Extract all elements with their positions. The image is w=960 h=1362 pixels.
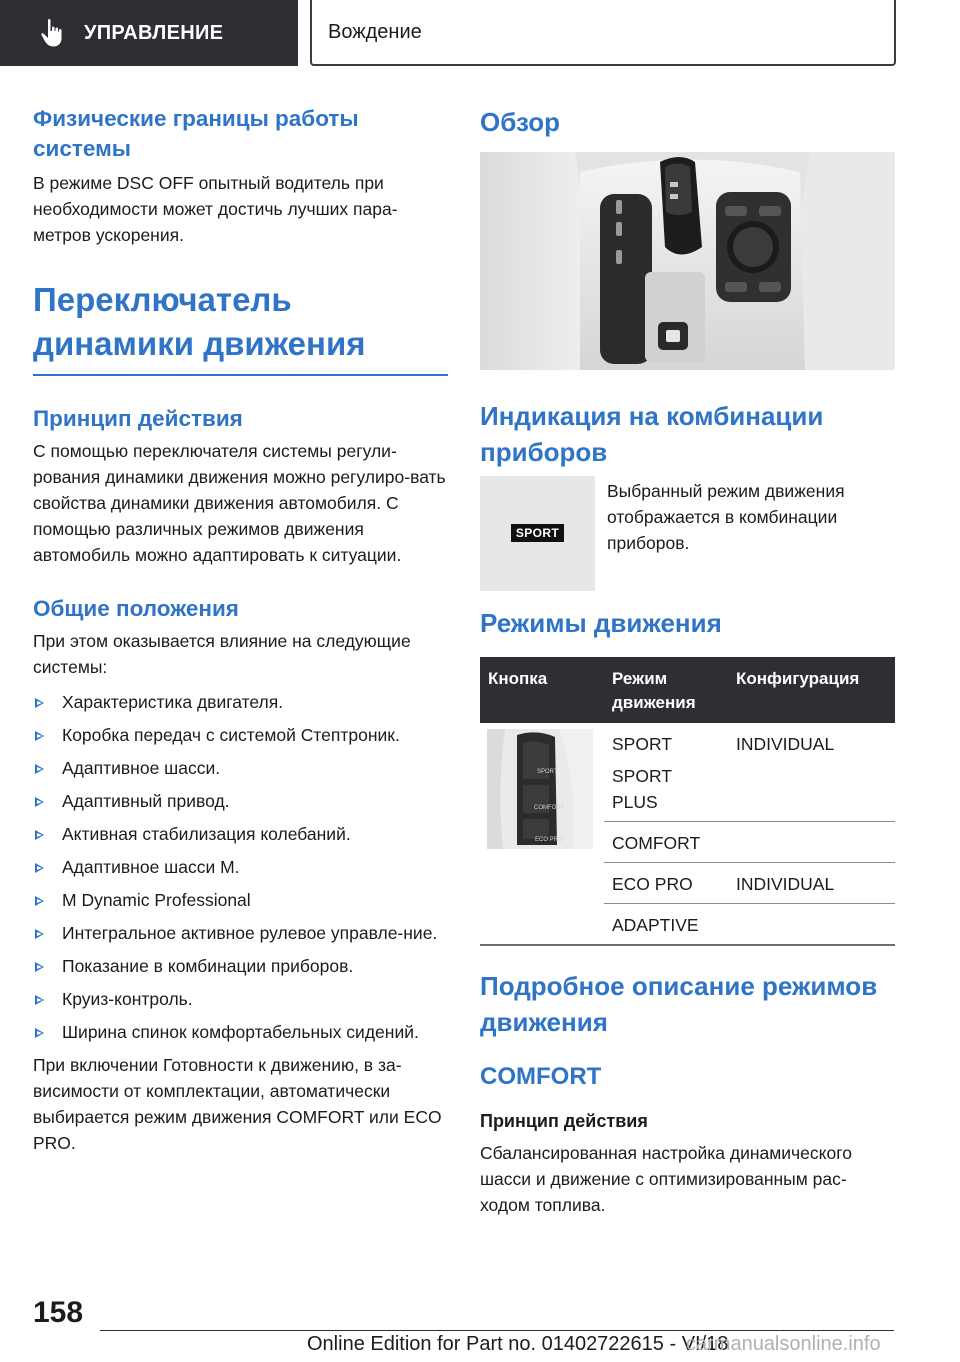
principle-heading: Принцип действия (33, 406, 243, 431)
config-cell (728, 822, 895, 863)
col-header-button: Кнопка (480, 657, 604, 723)
page-header (0, 0, 960, 66)
modes-heading: Режимы движения (480, 608, 722, 638)
cluster-display-image (480, 476, 595, 591)
config-cell (728, 904, 895, 946)
triangle-bullet-icon (35, 731, 44, 741)
overview-heading: Обзор (480, 107, 560, 137)
page-number: 158 (33, 1296, 84, 1329)
sport-mode-tag: SPORT (511, 524, 564, 542)
table-row (480, 723, 895, 822)
button-image-cell (480, 723, 604, 904)
principle-paragraph: С помощью переключателя системы регули-рования динамики движения можно регулиро-вать свойства динамики движения автомобиля. С помощью различных режимов движения автомобиль можно адаптировать к ситуации. (33, 441, 446, 565)
triangle-bullet-icon (35, 830, 44, 840)
closing-paragraph: При включении Готовности к движению, в за-висимости от комплектации, автоматически выбирается режим движения COMFORT или ECO PRO. (33, 1055, 442, 1153)
config-cell: INDIVIDUAL (728, 723, 895, 822)
edition-text: Online Edition for Part no. 01402722615 - VI/18 (307, 1333, 729, 1355)
limits-paragraph: В режиме DSC OFF опытный водитель при необходимости может достичь лучших пара-метров ускорения. (33, 173, 398, 245)
eco-pro-button-label[interactable]: ECO PRO (535, 837, 563, 843)
mode-cell (604, 723, 728, 822)
triangle-bullet-icon (35, 962, 44, 972)
indication-heading: Индикация на комбинации приборов (480, 401, 824, 467)
list-item: Показание в комбинации приборов. (33, 953, 448, 979)
indication-row (480, 476, 895, 591)
triangle-bullet-icon (35, 1028, 44, 1038)
triangle-bullet-icon (35, 698, 44, 708)
sport-button-label[interactable]: SPORT (537, 769, 558, 775)
triangle-bullet-icon (35, 896, 44, 906)
systems-list (33, 689, 448, 1045)
list-item: Характеристика двигателя. (33, 689, 448, 715)
hand-pointer-icon (40, 18, 66, 48)
triangle-bullet-icon (35, 797, 44, 807)
limits-heading: Физические границы работы системы (33, 106, 359, 161)
col-header-config: Конфигурация (728, 657, 895, 723)
button-empty-cell (480, 904, 604, 946)
triangle-bullet-icon (35, 764, 44, 774)
list-item: Адаптивное шасси M. (33, 854, 448, 880)
heading-rule (33, 374, 448, 376)
list-item: Ширина спинок комфортабельных сидений. (33, 1019, 448, 1045)
center-console-illustration (480, 152, 895, 370)
detail-heading: Подробное описание режимов движения (480, 971, 878, 1037)
mode-sport-plus: SPORT PLUS (612, 766, 672, 812)
list-item: Круиз-контроль. (33, 986, 448, 1012)
indication-paragraph: Выбранный режим движения отображается в комбинации приборов. (607, 481, 845, 553)
mode-sport: SPORT (612, 734, 672, 754)
main-heading: Переключатель динамики движения (33, 281, 366, 362)
chapter-box (310, 0, 896, 66)
mode-buttons-photo (487, 729, 593, 849)
table-row (480, 904, 895, 946)
general-heading: Общие положения (33, 596, 239, 621)
triangle-bullet-icon (35, 995, 44, 1005)
comfort-paragraph: Сбалансированная настройка динамического шасси и движение с оптимизированным рас-ходом топлива. (480, 1143, 852, 1215)
col-header-mode: Режим движения (604, 657, 728, 723)
comfort-heading: COMFORT (480, 1063, 602, 1090)
triangle-bullet-icon (35, 863, 44, 873)
section-tab[interactable] (0, 0, 298, 66)
config-cell: INDIVIDUAL (728, 863, 895, 904)
list-item: M Dynamic Professional (33, 887, 448, 913)
list-item: Активная стабилизация колебаний. (33, 821, 448, 847)
general-intro: При этом оказывается влияние на следующие системы: (33, 631, 411, 677)
left-column (33, 104, 448, 1156)
list-item: Коробка передач с системой Стептроник. (33, 722, 448, 748)
mode-cell: COMFORT (604, 822, 728, 863)
chapter-label: Вождение (328, 20, 422, 43)
comfort-button-label[interactable]: COMFORT (534, 805, 565, 811)
center-console-photo (480, 152, 895, 370)
list-item: Адаптивное шасси. (33, 755, 448, 781)
list-item: Интегральное активное рулевое управле-ние. (33, 920, 448, 946)
list-item: Адаптивный привод. (33, 788, 448, 814)
triangle-bullet-icon (35, 929, 44, 939)
footer-rule (100, 1330, 894, 1331)
right-column (480, 104, 895, 1218)
table-header-row (480, 657, 895, 723)
watermark-text: carmanualsonline.info (686, 1333, 881, 1355)
mode-cell: ECO PRO (604, 863, 728, 904)
modes-table (480, 657, 895, 946)
mode-cell: ADAPTIVE (604, 904, 728, 946)
comfort-principle-heading: Принцип действия (480, 1111, 648, 1131)
section-label: УПРАВЛЕНИЕ (84, 21, 224, 44)
